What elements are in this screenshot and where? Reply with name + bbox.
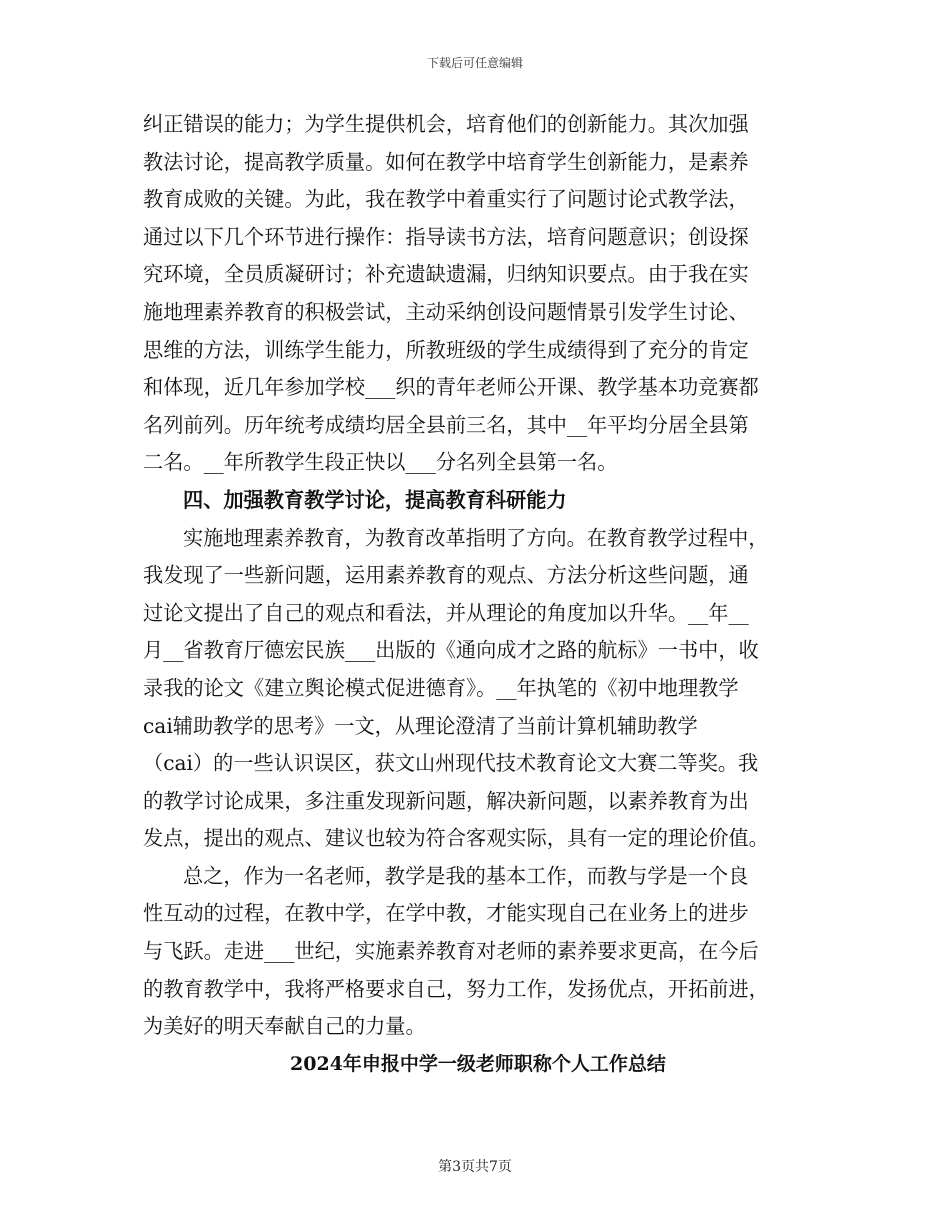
body-line: 过论文提出了自己的观点和看法，并从理论的角度加以升华。__年__ (143, 600, 749, 625)
body-line: 我发现了一些新问题，运用素养教育的观点、方法分析这些问题，通 (143, 563, 749, 588)
body-line: 为美好的明天奉献自己的力量。 (143, 1014, 426, 1039)
document-title: 2024年申报中学一级老师职称个人工作总结 (290, 1052, 666, 1075)
body-line: 实施地理素养教育，为教育改革指明了方向。在教育教学过程中， (183, 525, 769, 550)
body-line: 通过以下几个环节进行操作：指导读书方法，培育问题意识；创设探 (143, 224, 749, 249)
body-line: 名列前列。历年统考成绩均居全县前三名，其中__年平均分居全县第 (143, 412, 749, 437)
body-line: 录我的论文《建立舆论模式促进德育》。__年执笔的《初中地理教学 (143, 675, 739, 700)
page-header: 下载后可任意编辑 (426, 56, 523, 70)
body-line: （cai）的一些认识误区，获文山州现代技术教育论文大赛二等奖。我 (143, 751, 759, 776)
body-line: 教育成败的关键。为此，我在教学中着重实行了问题讨论式教学法， (143, 187, 749, 212)
body-line: 纠正错误的能力；为学生提供机会，培育他们的创新能力。其次加强 (143, 112, 749, 136)
body-line: 的教育教学中，我将严格要求自己，努力工作，发扬优点，开拓前进， (143, 976, 769, 1001)
body-line: 性互动的过程，在教中学，在学中教，才能实现自己在业务上的进步 (143, 901, 749, 926)
body-line: 施地理素养教育的积极尝试，主动采纳创设问题情景引发学生讨论、 (143, 299, 749, 324)
body-line: 发点，提出的观点、建议也较为符合客观实际，具有一定的理论价值。 (143, 826, 769, 851)
section-heading: 四、加强教育教学讨论，提高教育科研能力 (183, 487, 567, 512)
body-line: 和体现，近几年参加学校___织的青年老师公开课、教学基本功竞赛都 (143, 375, 759, 400)
page-footer: 第3页共7页 (438, 1159, 512, 1175)
document-body (143, 106, 813, 1083)
body-line: 总之，作为一名老师，教学是我的基本工作，而教与学是一个良 (183, 863, 749, 888)
body-line: 教法讨论，提高教学质量。如何在教学中培育学生创新能力，是素养 (143, 149, 749, 174)
body-line: 月__省教育厅德宏民族___出版的《通向成才之路的航标》一书中，收 (143, 638, 759, 663)
body-line: 思维的方法，训练学生能力，所教班级的学生成绩得到了充分的肯定 (143, 337, 749, 362)
body-line: 究环境，全员质凝研讨；补充遗缺遗漏，归纳知识要点。由于我在实 (143, 262, 749, 287)
body-line: 二名。__年所教学生段正快以___分名列全县第一名。 (143, 450, 618, 475)
body-line: 与飞跃。走进___世纪，实施素养教育对老师的素养要求更高，在今后 (143, 939, 759, 964)
body-line: 的教学讨论成果，多注重发现新问题，解决新问题，以素养教育为出 (143, 788, 749, 813)
body-line: cai辅助教学的思考》一文，从理论澄清了当前计算机辅助教学 (143, 713, 698, 738)
